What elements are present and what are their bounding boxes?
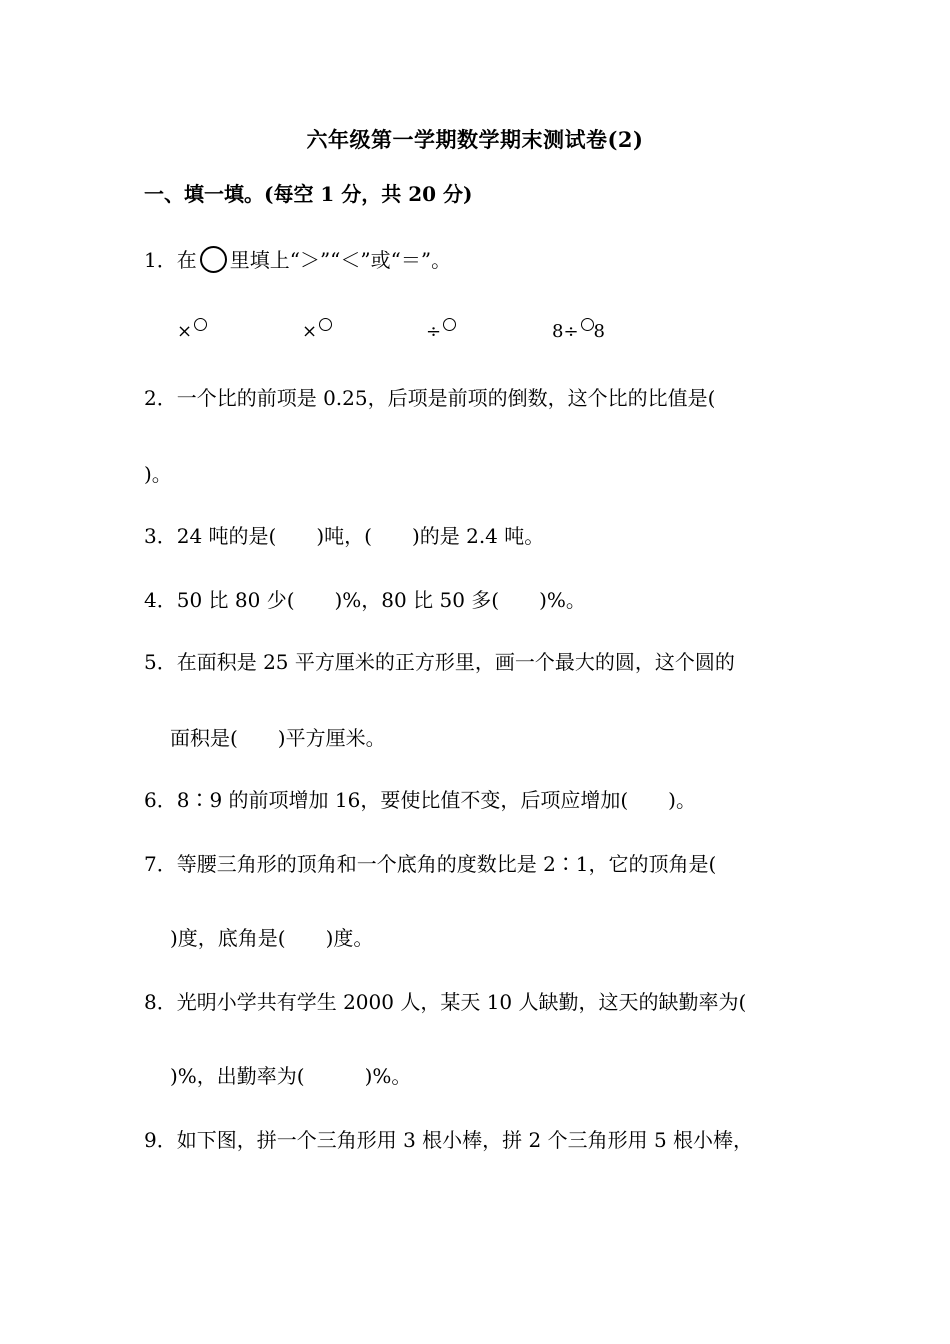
question-8-line-2: )%，出勤率为( )%。 <box>170 1064 412 1088</box>
comparison-4-right: 8 <box>593 321 605 342</box>
question-4: 4．50 比 80 少( )%，80 比 50 多( )%。 <box>144 588 586 612</box>
question-3: 3．24 吨的是( )吨，( )的是 2.4 吨。 <box>144 524 545 548</box>
section-heading: 一、填一填。(每空 1 分，共 20 分) <box>144 182 473 206</box>
question-5-line-1: 5．在面积是 25 平方厘米的正方形里，画一个最大的圆，这个圆的 <box>144 650 735 674</box>
compare-circle-icon <box>194 318 207 331</box>
question-6: 6．8∶9 的前项增加 16，要使比值不变，后项应增加( )。 <box>144 788 696 812</box>
question-1-suffix: 里填上“＞”“＜”或“＝”。 <box>229 248 452 272</box>
question-7-line-2: )度，底角是( )度。 <box>170 926 374 950</box>
comparison-2 <box>302 318 332 342</box>
compare-circle-icon <box>581 318 594 331</box>
question-8-line-1: 8．光明小学共有学生 2000 人，某天 10 人缺勤，这天的缺勤率为( <box>144 990 747 1014</box>
page-title: 六年级第一学期数学期末测试卷(2) <box>306 127 644 152</box>
compare-circle-icon <box>443 318 456 331</box>
question-2-line-1: 2．一个比的前项是 0.25，后项是前项的倒数，这个比的比值是( <box>144 386 716 410</box>
comparison-1 <box>177 318 207 342</box>
circle-icon <box>200 246 227 273</box>
comparison-3 <box>426 318 456 342</box>
question-1 <box>144 246 451 274</box>
question-1-prefix: 1．在 <box>144 248 197 272</box>
comparison-2-operator: × <box>302 321 318 342</box>
comparison-4-left: 8÷ <box>552 321 579 342</box>
question-2-line-2: )。 <box>144 462 172 486</box>
compare-circle-icon <box>319 318 332 331</box>
comparison-1-operator: × <box>177 321 193 342</box>
comparison-3-operator: ÷ <box>426 321 442 342</box>
question-5-line-2: 面积是( )平方厘米。 <box>170 726 386 750</box>
question-9: 9．如下图，拼一个三角形用 3 根小棒，拼 2 个三角形用 5 根小棒， <box>144 1128 754 1152</box>
question-7-line-1: 7．等腰三角形的顶角和一个底角的度数比是 2∶1，它的顶角是( <box>144 852 717 876</box>
comparison-4 <box>552 318 605 342</box>
